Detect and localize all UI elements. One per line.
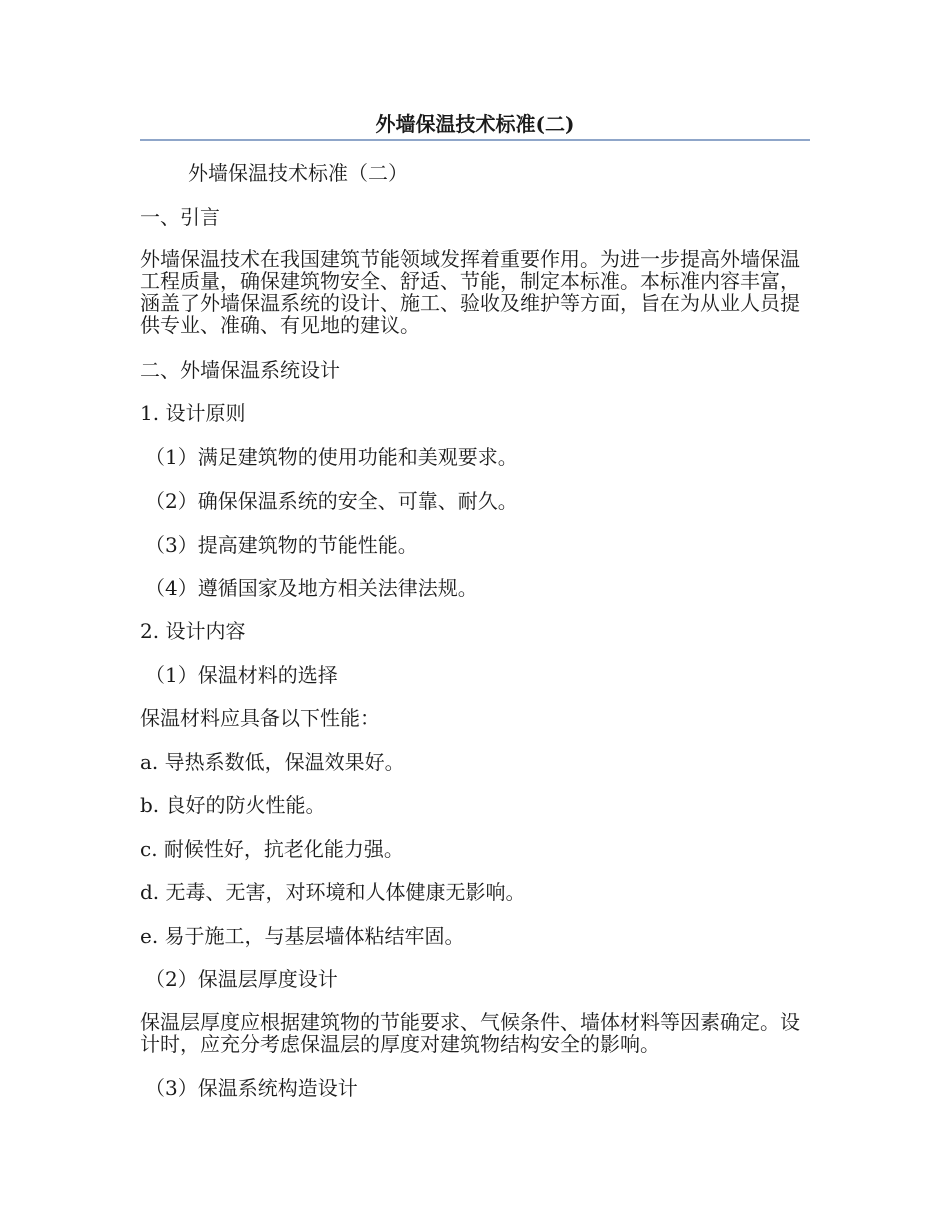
principle-item: （3）提高建筑物的节能性能。: [145, 533, 418, 557]
principle-item: （2）确保保温系统的安全、可靠、耐久。: [145, 489, 518, 513]
section-heading-intro: 一、引言: [140, 205, 220, 229]
document-subtitle: 外墙保温技术标准（二）: [188, 161, 408, 185]
structure-heading: （3）保温系统构造设计: [145, 1076, 358, 1100]
title-divider: [140, 139, 810, 141]
subsection-heading-principles: 1. 设计原则: [140, 401, 246, 425]
material-property-item: a. 导热系数低，保温效果好。: [140, 750, 405, 774]
principle-item: （1）满足建筑物的使用功能和美观要求。: [145, 445, 518, 469]
section-heading-design: 二、外墙保温系统设计: [140, 358, 340, 382]
material-property-item: d. 无毒、无害，对环境和人体健康无影响。: [140, 880, 526, 904]
intro-paragraph: 外墙保温技术在我国建筑节能领域发挥着重要作用。为进一步提高外墙保温工程质量，确保建筑物安全、舒适、节能，制定本标准。本标准内容丰富，涵盖了外墙保温系统的设计、施工、验收及维护等方面，旨在为从业人员提供专业、准确、有见地的建议。: [140, 247, 800, 337]
material-property-item: e. 易于施工，与基层墙体粘结牢固。: [140, 924, 465, 948]
material-property-item: c. 耐候性好，抗老化能力强。: [140, 837, 404, 861]
page-title: 外墙保温技术标准(二): [375, 112, 575, 136]
thickness-paragraph: 保温层厚度应根据建筑物的节能要求、气候条件、墙体材料等因素确定。设计时，应充分考虑保温层的厚度对建筑物结构安全的影响。: [140, 1010, 800, 1056]
principle-item: （4）遵循国家及地方相关法律法规。: [145, 576, 478, 600]
material-intro: 保温材料应具备以下性能：: [140, 706, 380, 730]
material-heading: （1）保温材料的选择: [145, 663, 338, 687]
thickness-heading: （2）保温层厚度设计: [145, 967, 338, 991]
subsection-heading-content: 2. 设计内容: [140, 619, 246, 643]
material-property-item: b. 良好的防火性能。: [140, 793, 326, 817]
